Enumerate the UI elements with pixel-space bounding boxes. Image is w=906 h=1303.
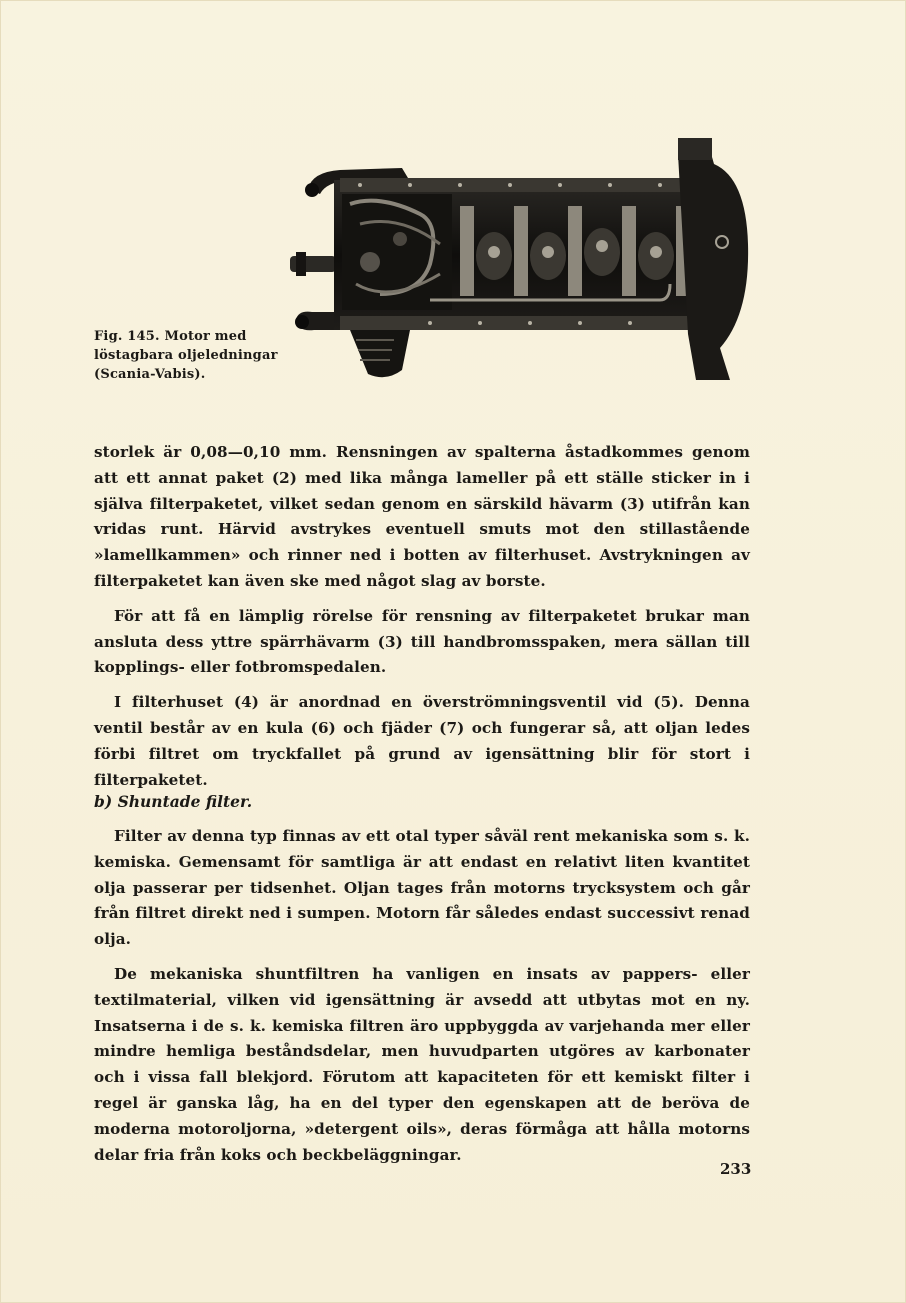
paragraph: storlek är 0,08—0,10 mm. Rensningen av spalterna åstadkommes genom att ett annat paket (2) med lika många lameller på ett ställe sticker in i själva filterpaketet, vilket sedan genom en särskild hävarm (3) utifrån kan vridas runt. Härvid avstrykes eventuell smuts mot den stillastående »lamellkammen» och rinner ned i botten av filterhuset. Avstrykningen av filterpaketet kan även ske med något slag av borste. [94, 443, 750, 590]
paragraph: För att få en lämplig rörelse för rensning av filterpaketet brukar man ansluta dess yttre spärrhävarm (3) till handbromsspaken, mera sällan till kopplings- eller fotbromspedalen. [94, 606, 750, 677]
paragraph: Filter av denna typ finnas av ett otal typer såväl rent mekaniska som s. k. kemiska. Gemensamt för samtliga är att endast en relativt liten kvantitet olja passerar per tidsenhet. Oljan tages från motorns trycksystem och går från filtret direkt ned i sumpen. Motorn får således endast successivt renad olja. [94, 827, 750, 949]
section-b-text [94, 824, 750, 1177]
paragraph: I filterhuset (4) är anordnad en överströmningsventil vid (5). Denna ventil består av en kula (6) och fjäder (7) och fungerar så, att oljan ledes förbi filtret om tryckfallet på grund av igensättning blir för stort i filterpaketet. [94, 693, 750, 789]
page-number: 233 [720, 1160, 752, 1178]
caption-line: löstagbara oljeledningar [94, 348, 278, 363]
paragraph: De mekaniska shuntfiltren ha vanligen en insats av pappers- eller textilmaterial, vilken vid igensättning är avsedd att utbytas mot en ny. Insatserna i de s. k. kemiska filtren äro uppbyggda av varjehanda mer eller mindre hemliga beståndsdelar, men huvudparten utgöres av karbonater och i vissa fall blekjord. Förutom att kapaciteten för ett kemiskt filter i regel är ganska låg, ha en del typer den egenskapen att de beröva de moderna motoroljorna, »detergent oils», deras förmåga att hålla motorns delar fria från koks och beckbeläggningar. [94, 964, 750, 1164]
caption-line: Fig. 145. Motor med [94, 329, 247, 344]
engine-photo-icon [290, 134, 752, 384]
section-a-text [94, 440, 750, 802]
figure-caption [94, 327, 284, 384]
section-heading: b) Shuntade filter. [94, 792, 253, 811]
engine-figure [290, 134, 752, 384]
caption-line: (Scania-Vabis). [94, 367, 206, 382]
